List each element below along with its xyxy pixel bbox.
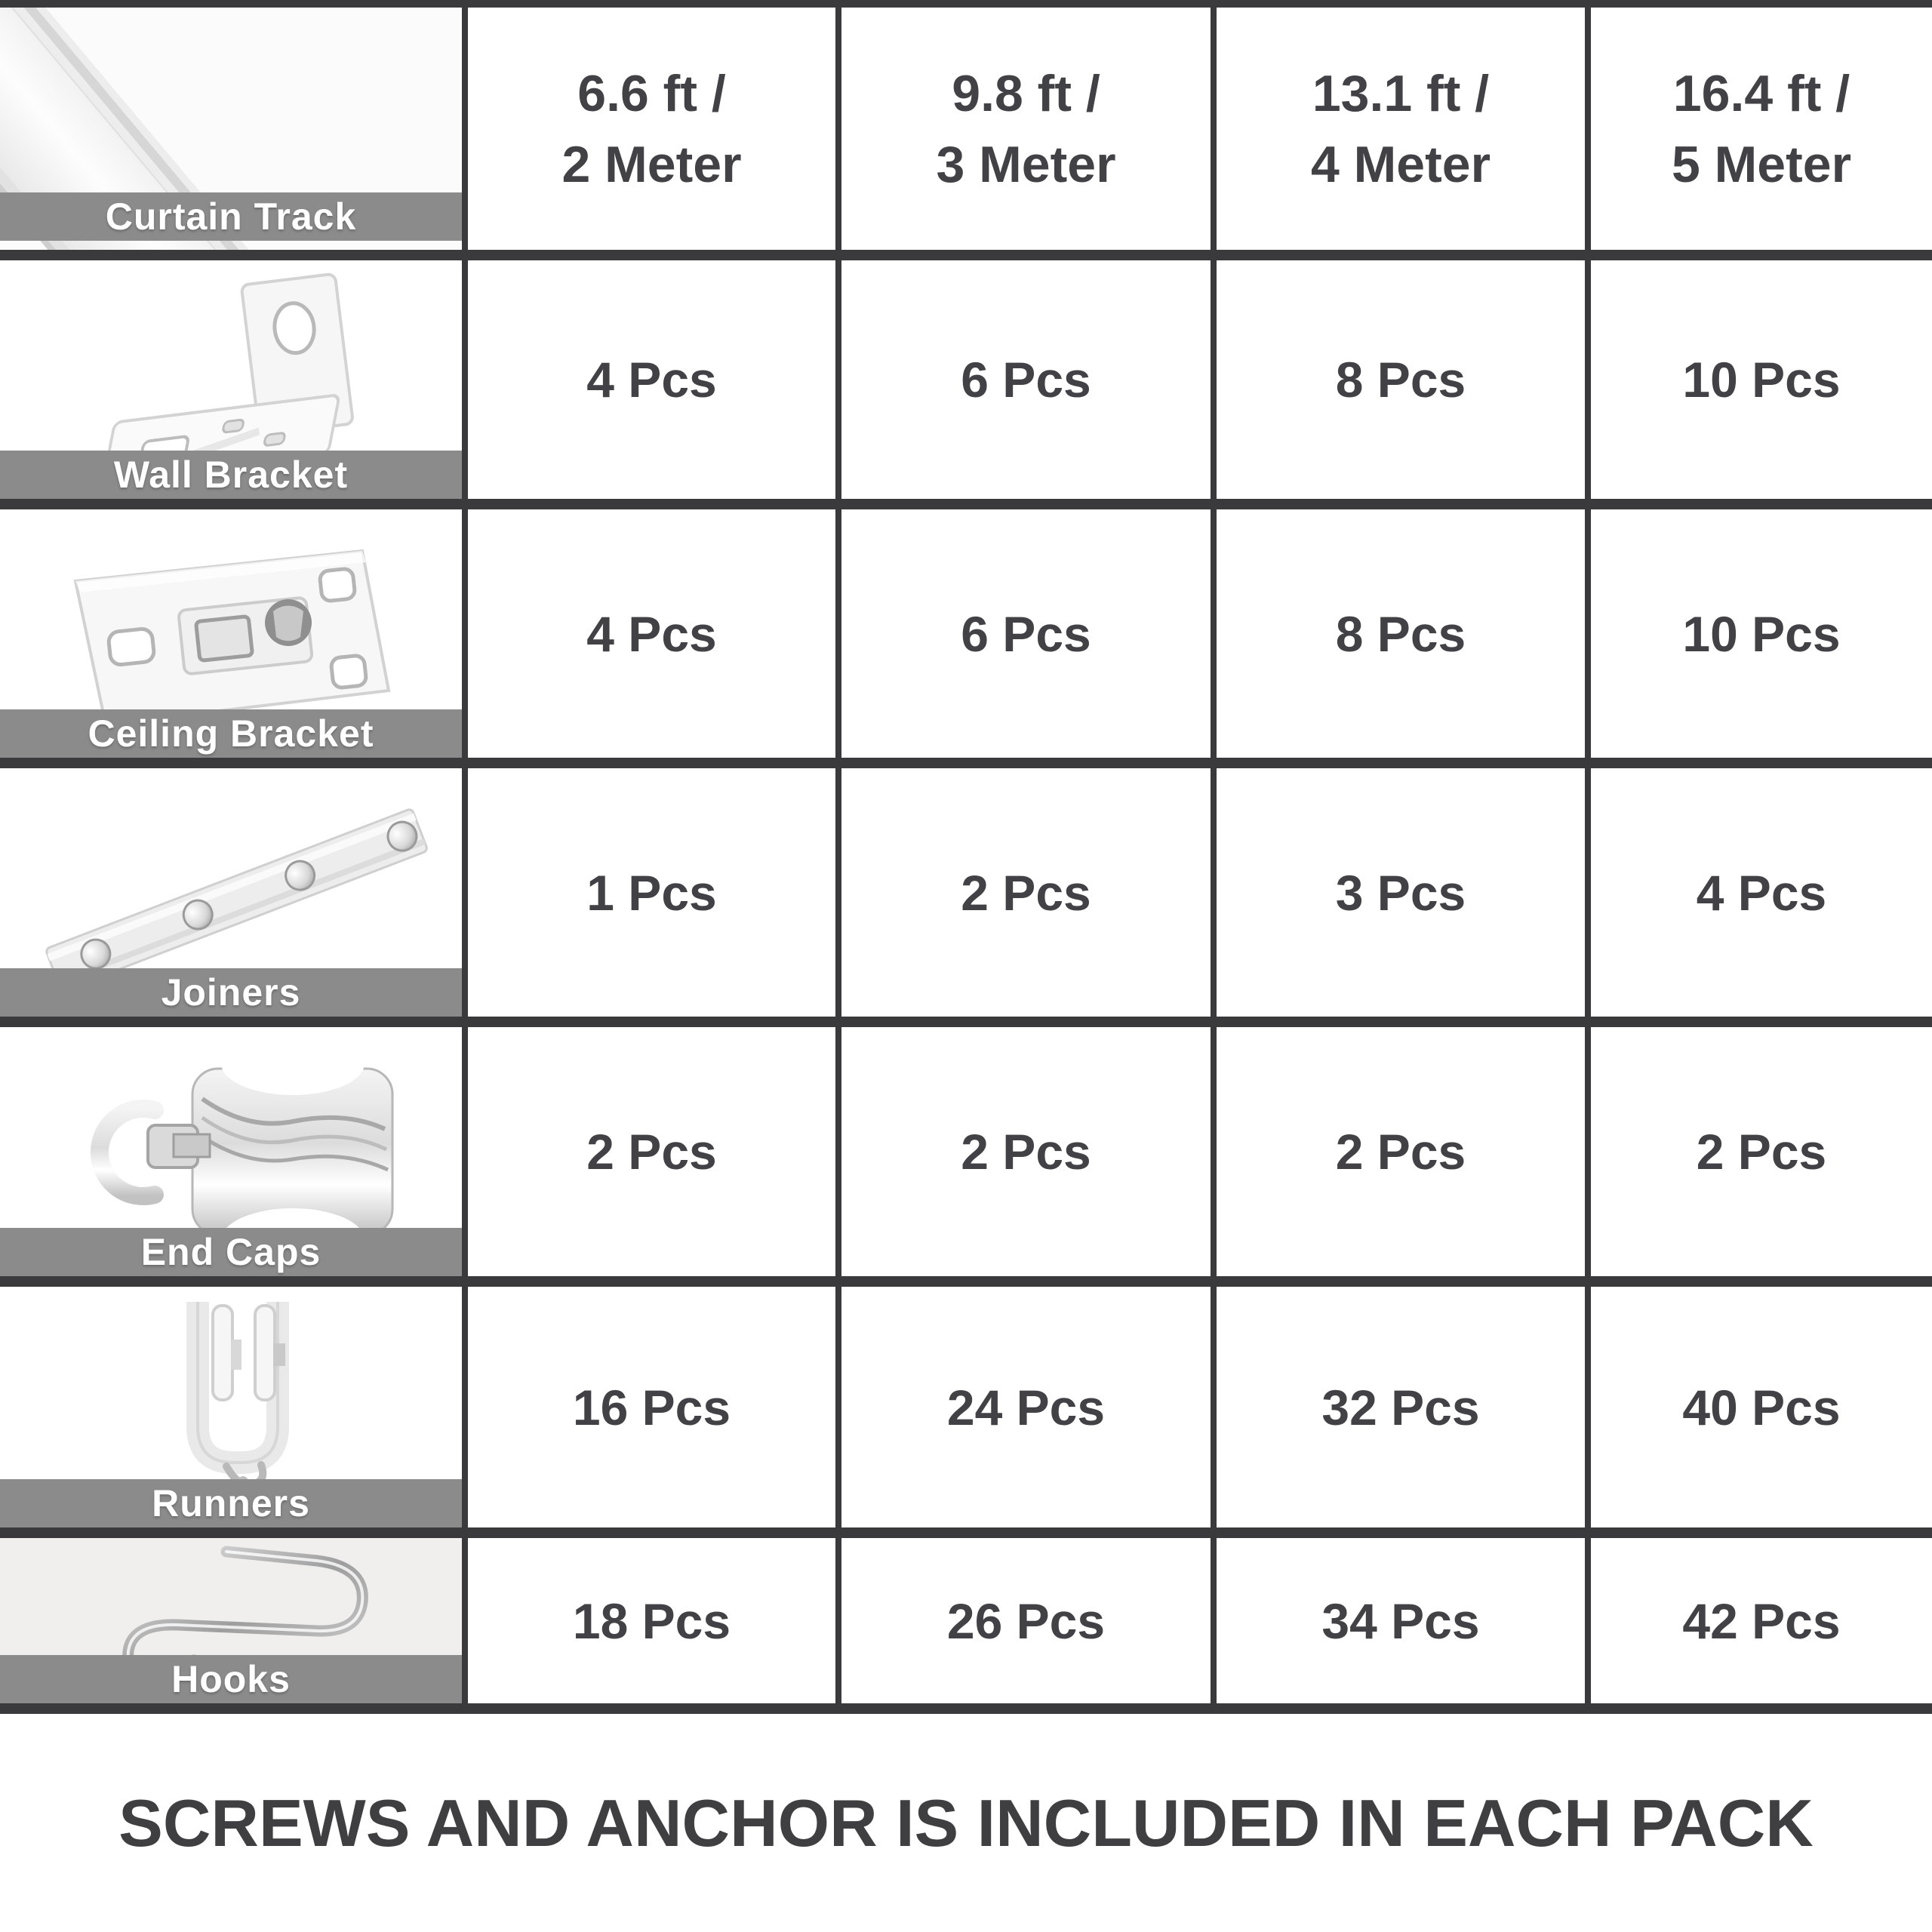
quantity-value: 16 Pcs [572,1379,731,1435]
quantity-value: 42 Pcs [1682,1592,1841,1649]
quantity-value: 34 Pcs [1321,1592,1480,1649]
size-header-line2: 5 Meter [1671,135,1852,193]
size-header-5-meter [1591,8,1932,260]
wall-bracket-photo-cell [0,260,468,509]
quantity-value: 26 Pcs [946,1592,1106,1649]
quantity-value: 32 Pcs [1321,1379,1480,1435]
cell-wall-bracket-3m [841,260,1217,509]
product-label-ceiling-bracket [0,709,462,758]
size-header-line1: 16.4 ft / [1672,64,1850,122]
quantity-value: 1 Pcs [586,864,717,921]
cell-end-caps-5m [1591,1027,1932,1287]
quantity-value: 8 Pcs [1335,352,1466,408]
quantity-value: 2 Pcs [586,1124,717,1180]
size-header-3-meter [841,8,1217,260]
cell-hooks-3m [841,1538,1217,1714]
quantity-value: 2 Pcs [1335,1124,1466,1180]
footer-note: SCREWS AND ANCHOR IS INCLUDED IN EACH PACK [118,1785,1814,1860]
size-header-line2: 4 Meter [1310,135,1491,193]
size-header-line2: 2 Meter [561,135,742,193]
size-header-line1: 9.8 ft / [952,64,1100,122]
product-name: Wall Bracket [113,454,349,496]
size-header-4-meter [1217,8,1591,260]
hooks-photo-cell [0,1538,468,1714]
quantity-value: 6 Pcs [961,605,1091,662]
product-name: Runners [152,1482,310,1524]
cell-joiners-5m [1591,768,1932,1027]
product-name: Hooks [171,1658,291,1700]
cell-runners-3m [841,1287,1217,1538]
ceiling-bracket-photo-cell [0,509,468,768]
product-name: Curtain Track [105,195,357,238]
cell-runners-5m [1591,1287,1932,1538]
product-label-curtain-track [0,192,462,241]
cell-end-caps-3m [841,1027,1217,1287]
cell-hooks-2m [468,1538,841,1714]
cell-runners-4m [1217,1287,1591,1538]
product-name: End Caps [140,1231,321,1273]
cell-ceiling-bracket-5m [1591,509,1932,768]
product-name: Ceiling Bracket [88,712,374,755]
cell-hooks-5m [1591,1538,1932,1714]
quantity-value: 6 Pcs [961,352,1091,408]
quantity-value: 4 Pcs [586,605,717,662]
end-caps-photo-cell [0,1027,468,1287]
cell-hooks-4m [1217,1538,1591,1714]
quantity-value: 2 Pcs [1696,1124,1827,1180]
cell-ceiling-bracket-4m [1217,509,1591,768]
quantity-value: 10 Pcs [1682,352,1841,408]
quantity-value: 2 Pcs [961,1124,1091,1180]
quantity-value: 4 Pcs [586,352,717,408]
quantity-value: 8 Pcs [1335,605,1466,662]
size-header-line1: 13.1 ft / [1312,64,1490,122]
cell-joiners-4m [1217,768,1591,1027]
size-header-2-meter [468,8,841,260]
runners-photo-cell [0,1287,468,1538]
product-label-end-caps [0,1228,462,1276]
cell-end-caps-2m [468,1027,841,1287]
quantity-value: 2 Pcs [961,864,1091,921]
cell-wall-bracket-2m [468,260,841,509]
quantity-value: 18 Pcs [572,1592,731,1649]
quantity-value: 24 Pcs [946,1379,1106,1435]
product-label-hooks [0,1655,462,1703]
cell-end-caps-4m [1217,1027,1591,1287]
cell-joiners-2m [468,768,841,1027]
quantity-value: 40 Pcs [1682,1379,1841,1435]
curtain-track-photo-cell [0,8,468,260]
cell-joiners-3m [841,768,1217,1027]
cell-wall-bracket-4m [1217,260,1591,509]
product-name: Joiners [161,971,301,1014]
size-header-line2: 3 Meter [936,135,1116,193]
quantity-value: 10 Pcs [1682,605,1841,662]
product-label-wall-bracket [0,451,462,499]
quantity-value: 4 Pcs [1696,864,1827,921]
joiners-photo-cell [0,768,468,1027]
quantity-value: 3 Pcs [1335,864,1466,921]
product-label-joiners [0,968,462,1017]
cell-wall-bracket-5m [1591,260,1932,509]
size-header-line1: 6.6 ft / [577,64,726,122]
product-label-runners [0,1479,462,1527]
cell-ceiling-bracket-2m [468,509,841,768]
cell-runners-2m [468,1287,841,1538]
cell-ceiling-bracket-3m [841,509,1217,768]
